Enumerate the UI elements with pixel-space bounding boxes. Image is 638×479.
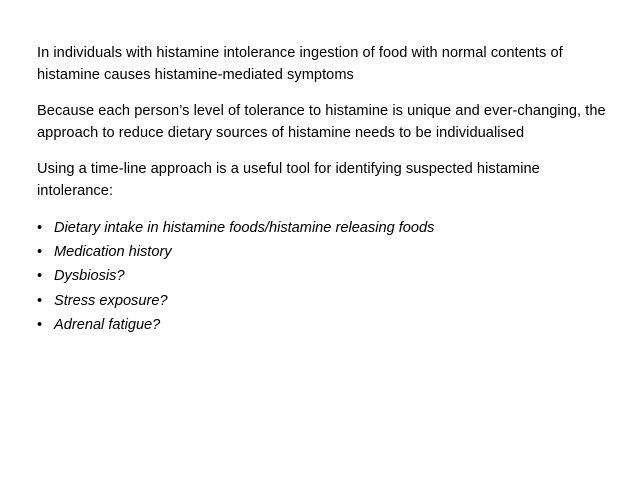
bullet-text: Dysbiosis? (54, 268, 125, 285)
bullet-icon: • (37, 316, 43, 333)
bullet-item-dietary-intake (37, 216, 607, 240)
bullet-list (37, 216, 607, 337)
bullet-item-adrenal-fatigue (37, 313, 607, 337)
bullet-text: Dietary intake in histamine foods/histamine releasing foods (54, 220, 435, 236)
bullet-icon: • (37, 292, 43, 309)
bullet-text: Stress exposure? (54, 292, 168, 309)
paragraph-individual-tolerance: Because each person’s level of tolerance to histamine is unique and ever-changing, the approach to reduce dietary sources of histamine needs to be individualised (37, 103, 606, 141)
paragraph-time-line-approach: Using a time-line approach is a useful tool for identifying suspected histamine intolerance: (37, 161, 540, 199)
slide-content (37, 42, 607, 337)
bullet-icon: • (37, 268, 43, 285)
paragraph-histamine-intolerance: In individuals with histamine intolerance ingestion of food with normal contents of histamine causes histamine-mediated symptoms (37, 45, 563, 83)
bullet-icon: • (37, 244, 43, 261)
bullet-item-medication-history (37, 240, 607, 264)
bullet-icon: • (37, 220, 43, 236)
bullet-text: Medication history (54, 244, 172, 261)
bullet-item-dysbiosis (37, 264, 607, 288)
bullet-item-stress-exposure (37, 289, 607, 313)
bullet-text: Adrenal fatigue? (54, 316, 161, 333)
